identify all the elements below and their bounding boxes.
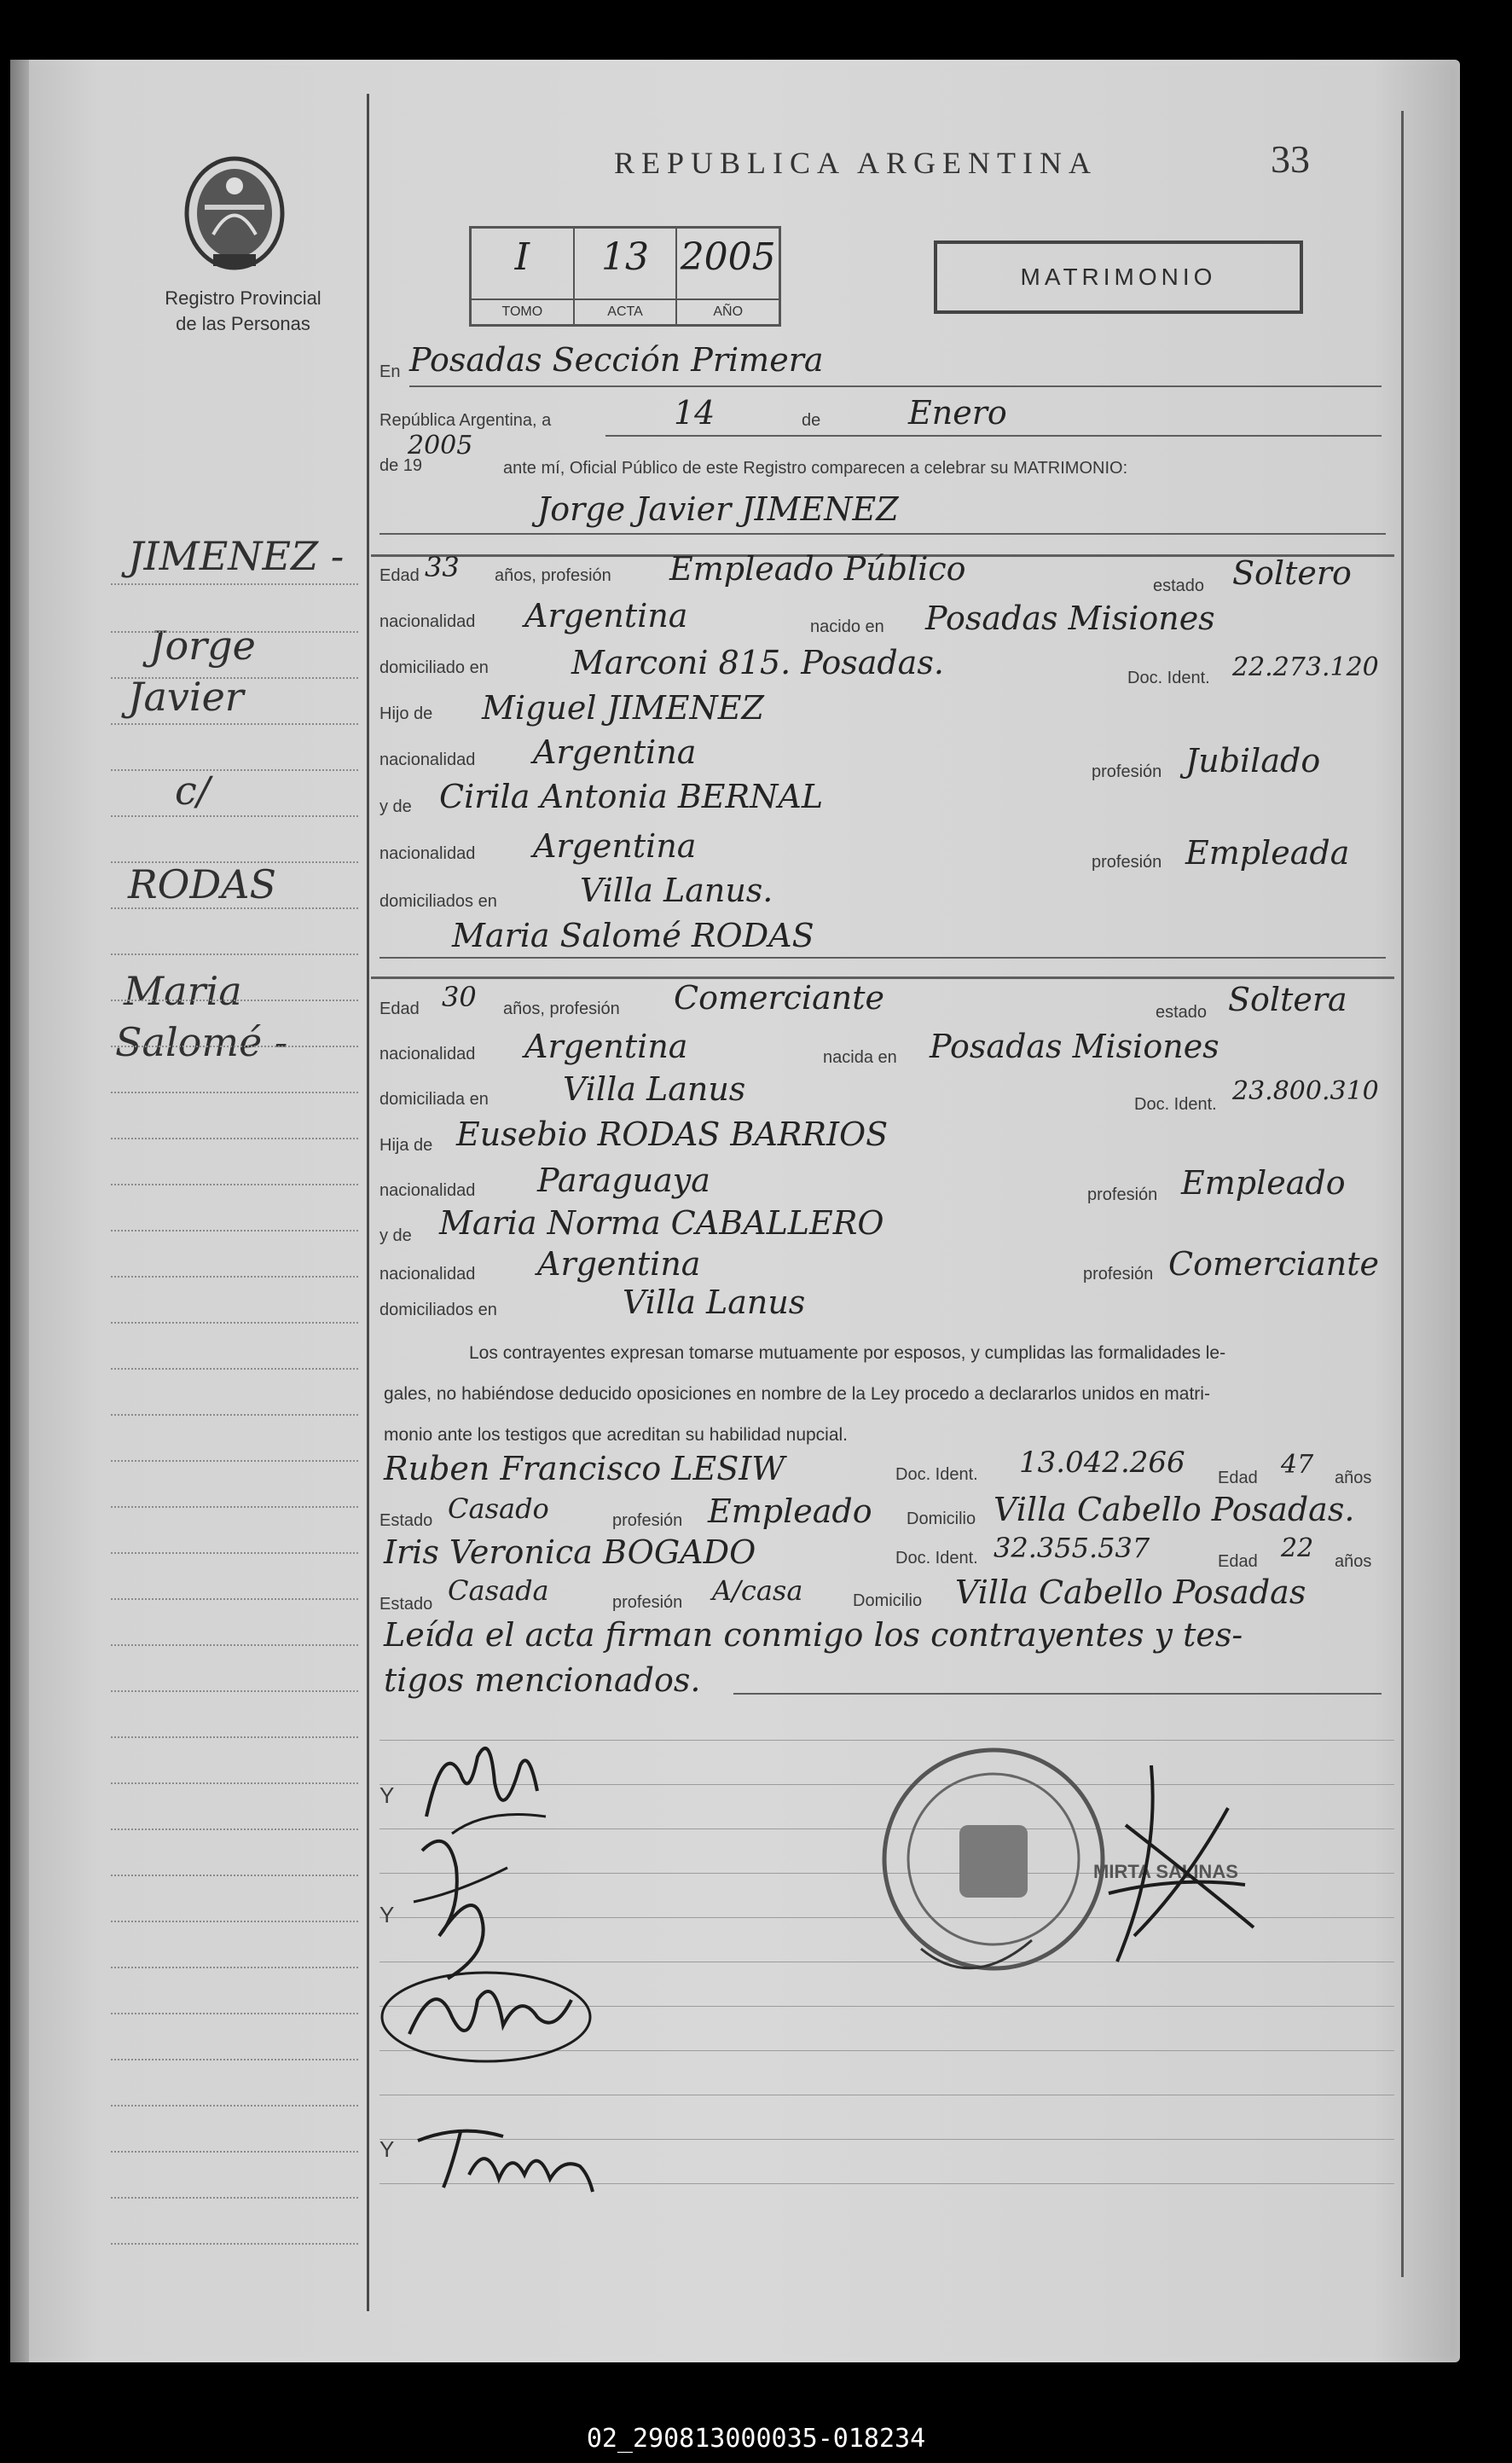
record-type: MATRIMONIO [934, 241, 1303, 314]
year-value: 2005 [408, 431, 473, 461]
witness2-prof-label: profesión [612, 1593, 683, 1612]
bride-padre: Eusebio RODAS BARRIOS [456, 1116, 889, 1153]
margin-rule [111, 1230, 358, 1232]
margin-groom-name2: Javier [128, 674, 244, 720]
groom-edad-label: Edad [379, 566, 420, 585]
bride-estado-label: estado [1156, 1003, 1208, 1022]
witness2-name: Iris Veronica BOGADO [384, 1533, 756, 1571]
bride-madre-nac: Argentina [537, 1245, 701, 1283]
tomo-value: I [514, 235, 530, 279]
groom-domicilio: Marconi 815. Posadas. [571, 644, 944, 681]
groom-padre-prof-label: profesión [1092, 762, 1162, 781]
margin-rule [111, 1598, 358, 1600]
groom-padre-nac-label: nacionalidad [379, 750, 476, 769]
statement-line3: monio ante los testigos que acreditan su habilidad nupcial. [384, 1425, 849, 1445]
witness1-prof-label: profesión [612, 1511, 683, 1530]
margin-rule [111, 1368, 358, 1370]
witness2-anos-label: años [1335, 1552, 1372, 1571]
witness2-domicilio-label: Domicilio [853, 1591, 923, 1610]
tomo-cell [472, 229, 575, 324]
bride-anos-prof-label: años, profesión [503, 1000, 620, 1018]
place-line [409, 385, 1382, 387]
margin-rule [111, 1138, 358, 1139]
groom-yde-label: y de [379, 797, 412, 816]
groom-anos-prof-label: años, profesión [495, 566, 611, 585]
margin-rule [111, 861, 358, 863]
margin-rule [111, 1046, 358, 1047]
groom-name: Jorge Javier JIMENEZ [537, 490, 899, 528]
record-box [469, 226, 781, 327]
groom-doc: 22.273.120 [1232, 652, 1379, 682]
place-value: Posadas Sección Primera [409, 341, 824, 379]
groom-nacionalidad: Argentina [524, 597, 688, 635]
margin-rule [111, 631, 358, 633]
groom-nacido: Posadas Misiones [925, 600, 1215, 637]
bride-yde-label: y de [379, 1226, 412, 1245]
groom-edad: 33 [425, 551, 460, 583]
margin-rule [111, 815, 358, 817]
witness2-estado-label: Estado [379, 1595, 433, 1614]
bride-nac-label: nacionalidad [379, 1045, 476, 1063]
bride-hija-label: Hija de [379, 1136, 433, 1155]
date-line [605, 435, 1382, 437]
margin-rule [111, 1828, 358, 1830]
statement-line1: Los contrayentes expresan tomarse mutuamente por esposos, y cumplidas las formalidades le- [469, 1343, 1226, 1363]
margin-divider [367, 94, 369, 2311]
year-prefix: de 19 [379, 456, 423, 475]
groom-madre-prof-label: profesión [1092, 853, 1162, 872]
groom-dom-label: domiciliado en [379, 658, 489, 677]
witness1-estado: Casado [448, 1492, 549, 1525]
witness1-anos-label: años [1335, 1469, 1372, 1487]
bride-padre-nac: Paraguaya [537, 1162, 710, 1199]
witness1-estado-label: Estado [379, 1511, 433, 1530]
margin-conjunction: c/ [175, 768, 211, 814]
bride-name: Maria Salomé RODAS [452, 917, 814, 954]
signature-3 [375, 1957, 605, 2077]
witness2-edad: 22 [1281, 1533, 1314, 1563]
margin-rule [111, 953, 358, 955]
bride-edad-label: Edad [379, 1000, 420, 1018]
tomo-label: TOMO [472, 298, 573, 324]
margin-rule [111, 583, 358, 585]
bride-padres-dom: Villa Lanus [623, 1284, 806, 1321]
bride-madre-prof-label: profesión [1083, 1265, 1154, 1284]
margin-rule [111, 2243, 358, 2245]
bride-madre-prof: Comerciante [1168, 1245, 1379, 1283]
groom-doc-label: Doc. Ident. [1127, 669, 1210, 687]
right-border [1401, 111, 1404, 2277]
witness1-doc: 13.042.266 [1019, 1446, 1185, 1480]
bride-estado: Soltera [1228, 981, 1347, 1018]
bride-padre-prof: Empleado [1181, 1164, 1346, 1202]
margin-bride-name1: Maria [124, 968, 242, 1014]
signature-4 [409, 2107, 605, 2200]
official-stamp-name: MIRTA SALINAS [1093, 1861, 1238, 1882]
bride-madre-nac-label: nacionalidad [379, 1265, 476, 1284]
groom-profesion: Empleado Público [669, 550, 966, 588]
groom-madre-prof: Empleada [1185, 834, 1350, 872]
bride-doc: 23.800.310 [1232, 1076, 1379, 1106]
margin-bride-name2: Salomé - [115, 1019, 288, 1065]
groom-madre: Cirila Antonia BERNAL [439, 778, 824, 815]
groom-padre: Miguel JIMENEZ [482, 689, 764, 727]
groom-madre-nac-label: nacionalidad [379, 844, 476, 863]
margin-rule [111, 1552, 358, 1554]
acta-value: 13 [601, 235, 649, 279]
witness2-doc-label: Doc. Ident. [895, 1549, 978, 1568]
republic-label: República Argentina, a [379, 411, 552, 430]
bride-dom-label: domiciliada en [379, 1090, 489, 1109]
en-label: En [379, 362, 401, 381]
bride-nacionalidad: Argentina [524, 1028, 688, 1065]
registry-line1: Registro Provincial [165, 287, 322, 309]
bride-name-line [379, 957, 1386, 959]
margin-rule [111, 1690, 358, 1692]
margin-rule [111, 1644, 358, 1646]
sig-mark-1: Y [379, 1782, 395, 1808]
witness1-edad-label: Edad [1218, 1469, 1258, 1487]
margin-rule [111, 2197, 358, 2199]
groom-padre-nac: Argentina [533, 733, 697, 771]
intro-text: ante mí, Oficial Público de este Registro comparecen a celebrar su MATRIMONIO: [503, 459, 1128, 478]
groom-hijo-label: Hijo de [379, 704, 433, 723]
groom-estado-label: estado [1153, 577, 1205, 595]
month-value: Enero [908, 394, 1007, 432]
witness1-doc-label: Doc. Ident. [895, 1465, 978, 1484]
margin-rule [111, 2151, 358, 2153]
anio-value: 2005 [680, 235, 776, 279]
margin-rule [111, 1000, 358, 1001]
bride-profesion: Comerciante [674, 979, 884, 1017]
official-signature [1100, 1757, 1271, 1979]
acta-cell [575, 229, 678, 324]
margin-rule [111, 2059, 358, 2060]
groom-padre-prof: Jubilado [1185, 742, 1321, 779]
margin-rule [111, 2013, 358, 2014]
margin-rule [111, 1967, 358, 1968]
bride-domicilio: Villa Lanus [563, 1070, 746, 1108]
margin-rule [111, 1921, 358, 1922]
day-value: 14 [674, 394, 715, 432]
margin-rule [111, 1276, 358, 1278]
page-number: 33 [1271, 137, 1310, 181]
bride-nacida-label: nacida en [823, 1048, 897, 1067]
margin-rule [111, 769, 358, 771]
bride-doms-label: domiciliados en [379, 1301, 497, 1319]
margin-bride-surname: RODAS [128, 861, 276, 907]
sig-mark-4: Y [379, 2136, 395, 2162]
witness1-name: Ruben Francisco LESIW [384, 1450, 785, 1487]
sig-mark-2: Y [379, 1902, 395, 1927]
groom-doms-label: domiciliados en [379, 892, 497, 911]
margin-rule [111, 1414, 358, 1416]
province-crest-icon [179, 154, 290, 273]
bride-padre-prof-label: profesión [1087, 1185, 1158, 1204]
margin-rule [111, 2105, 358, 2107]
groom-name-line [379, 533, 1386, 535]
margin-rule [111, 1782, 358, 1784]
margin-rule [111, 1322, 358, 1324]
witness2-edad-label: Edad [1218, 1552, 1258, 1571]
witness1-domicilio-label: Domicilio [907, 1510, 976, 1528]
closing-line1: Leída el acta firman conmigo los contrayentes y tes- [384, 1616, 1243, 1654]
official-stamp-icon [870, 1736, 1117, 1983]
groom-nacido-label: nacido en [810, 617, 884, 636]
margin-rule [111, 907, 358, 909]
margin-groom-name1: Jorge [149, 623, 256, 669]
bride-padre-nac-label: nacionalidad [379, 1181, 476, 1200]
registry-line2: de las Personas [176, 313, 310, 334]
witness1-profesion: Empleado [708, 1492, 872, 1530]
de-label: de [802, 411, 821, 430]
margin-rule [111, 1506, 358, 1508]
bride-edad: 30 [442, 981, 477, 1013]
closing-line2: tigos mencionados. [384, 1661, 701, 1699]
page-title: REPUBLICA ARGENTINA [614, 146, 1098, 180]
margin-rule [111, 677, 358, 679]
margin-groom-surname: JIMENEZ - [128, 533, 345, 579]
groom-estado: Soltero [1232, 554, 1352, 592]
bride-nacida: Posadas Misiones [930, 1028, 1219, 1065]
witness2-estado: Casada [448, 1574, 549, 1607]
registry-name [102, 286, 384, 337]
margin-rule [111, 1460, 358, 1462]
margin-rule [111, 1092, 358, 1093]
anio-label: AÑO [677, 298, 779, 324]
witness2-profesion: A/casa [712, 1574, 803, 1607]
witness1-domicilio: Villa Cabello Posadas. [994, 1491, 1355, 1528]
groom-madre-nac: Argentina [533, 827, 697, 865]
bride-madre: Maria Norma CABALLERO [439, 1204, 884, 1242]
anio-cell [677, 229, 779, 324]
bride-doc-label: Doc. Ident. [1134, 1095, 1217, 1114]
groom-padres-dom: Villa Lanus. [580, 872, 773, 909]
image-identifier: 02_290813000035-018234 [586, 2424, 926, 2454]
statement-line2: gales, no habiéndose deducido oposiciones en nombre de la Ley procedo a declararlos unidos en matri- [384, 1384, 1210, 1404]
margin-rule [111, 1736, 358, 1738]
statement-text [384, 1333, 1390, 1456]
acta-label: ACTA [575, 298, 676, 324]
margin-rule [111, 1184, 358, 1185]
witness2-domicilio: Villa Cabello Posadas [955, 1573, 1306, 1611]
witness2-doc: 32.355.537 [994, 1532, 1150, 1564]
witness1-edad: 47 [1281, 1450, 1314, 1480]
groom-nac-label: nacionalidad [379, 612, 476, 631]
margin-rule [111, 1875, 358, 1876]
page-binding [10, 60, 29, 2362]
closing-line-rule [733, 1693, 1382, 1695]
margin-rule [111, 723, 358, 725]
